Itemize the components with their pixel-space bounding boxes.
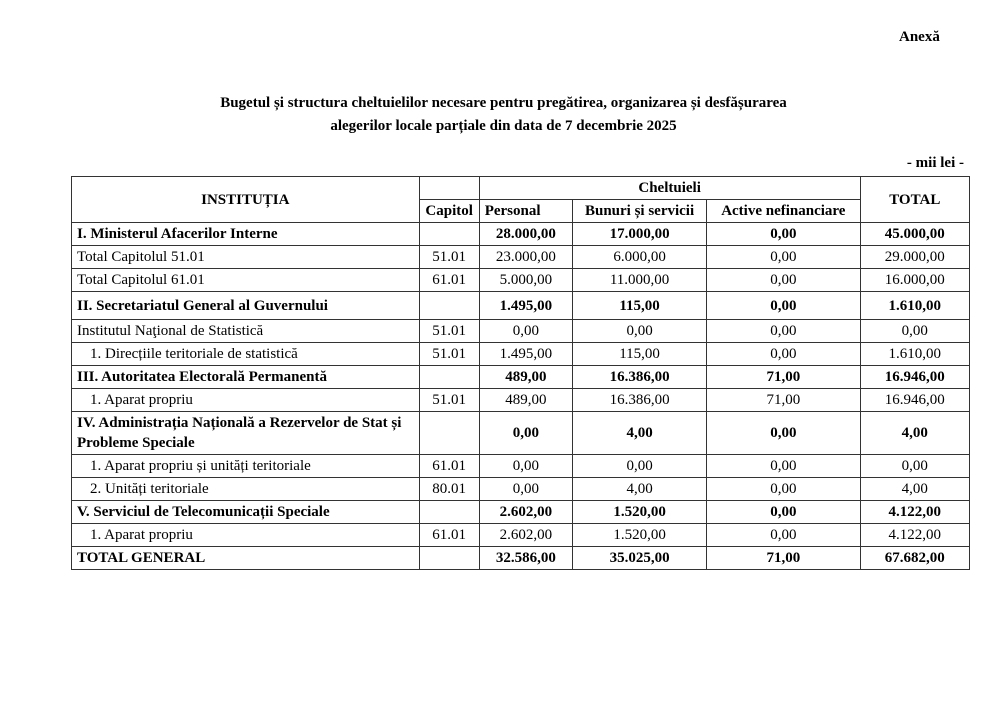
row-total: 16.946,00: [860, 389, 969, 412]
row-total: 4,00: [860, 412, 969, 455]
row-nonfinancial-assets: 71,00: [707, 389, 860, 412]
row-goods-services: 1.520,00: [573, 501, 707, 524]
row-total: 1.610,00: [860, 292, 969, 320]
header-nonfinancial-assets: Active nefinanciare: [707, 200, 860, 223]
table-row: [72, 547, 970, 570]
row-nonfinancial-assets: 0,00: [707, 292, 860, 320]
row-total: 45.000,00: [860, 223, 969, 246]
row-name: Total Capitolul 61.01: [72, 269, 420, 292]
row-name: V. Serviciul de Telecomunicații Speciale: [72, 501, 420, 524]
row-goods-services: 17.000,00: [573, 223, 707, 246]
row-name: 1. Direcțiile teritoriale de statistică: [72, 343, 420, 366]
table-row: [72, 455, 970, 478]
row-personnel: 0,00: [479, 320, 572, 343]
table-body: [72, 223, 970, 570]
row-chapter: 51.01: [419, 320, 479, 343]
row-name: IV. Administrația Națională a Rezervelor de Stat și Probleme Speciale: [72, 412, 420, 455]
row-name: II. Secretariatul General al Guvernului: [72, 292, 420, 320]
row-goods-services: 4,00: [573, 412, 707, 455]
row-total: 16.946,00: [860, 366, 969, 389]
row-total: 4.122,00: [860, 501, 969, 524]
row-chapter: 51.01: [419, 343, 479, 366]
row-nonfinancial-assets: 0,00: [707, 412, 860, 455]
row-chapter: 61.01: [419, 455, 479, 478]
table-row: [72, 501, 970, 524]
table-row: [72, 343, 970, 366]
row-nonfinancial-assets: 71,00: [707, 366, 860, 389]
row-personnel: 32.586,00: [479, 547, 572, 570]
document-title: [0, 92, 1007, 138]
row-personnel: 1.495,00: [479, 343, 572, 366]
table-row: [72, 389, 970, 412]
row-nonfinancial-assets: 0,00: [707, 269, 860, 292]
header-expenses-group: Cheltuieli: [479, 177, 860, 200]
table-row: [72, 478, 970, 501]
row-name: 2. Unități teritoriale: [72, 478, 420, 501]
row-chapter: [419, 292, 479, 320]
row-personnel: 28.000,00: [479, 223, 572, 246]
row-nonfinancial-assets: 0,00: [707, 478, 860, 501]
row-name: Total Capitolul 51.01: [72, 246, 420, 269]
row-personnel: 2.602,00: [479, 524, 572, 547]
row-personnel: 23.000,00: [479, 246, 572, 269]
row-chapter: 61.01: [419, 524, 479, 547]
row-total: 4,00: [860, 478, 969, 501]
header-goods-services: Bunuri și servicii: [573, 200, 707, 223]
row-goods-services: 6.000,00: [573, 246, 707, 269]
table-row: [72, 223, 970, 246]
row-chapter: [419, 547, 479, 570]
row-name: TOTAL GENERAL: [72, 547, 420, 570]
row-nonfinancial-assets: 71,00: [707, 547, 860, 570]
row-personnel: 1.495,00: [479, 292, 572, 320]
header-personnel: Personal: [479, 200, 572, 223]
table-row: [72, 366, 970, 389]
title-line-1: Bugetul și structura cheltuielilor necesare pentru pregătirea, organizarea și desfășurarea: [220, 95, 787, 111]
row-nonfinancial-assets: 0,00: [707, 501, 860, 524]
row-total: 67.682,00: [860, 547, 969, 570]
row-name: III. Autoritatea Electorală Permanentă: [72, 366, 420, 389]
table-row: [72, 269, 970, 292]
row-name: 1. Aparat propriu: [72, 389, 420, 412]
header-chapter: Capitol: [419, 200, 479, 223]
row-chapter: [419, 412, 479, 455]
row-goods-services: 115,00: [573, 292, 707, 320]
table-row: [72, 320, 970, 343]
row-nonfinancial-assets: 0,00: [707, 246, 860, 269]
row-personnel: 0,00: [479, 455, 572, 478]
row-personnel: 2.602,00: [479, 501, 572, 524]
row-chapter: 80.01: [419, 478, 479, 501]
unit-label: - mii lei -: [906, 155, 964, 171]
row-chapter: [419, 366, 479, 389]
row-goods-services: 16.386,00: [573, 389, 707, 412]
row-goods-services: 4,00: [573, 478, 707, 501]
row-chapter: 61.01: [419, 269, 479, 292]
row-total: 0,00: [860, 455, 969, 478]
header-total: TOTAL: [860, 177, 969, 223]
row-total: 1.610,00: [860, 343, 969, 366]
row-goods-services: 1.520,00: [573, 524, 707, 547]
header-chapter-top: [419, 177, 479, 200]
table-row: [72, 292, 970, 320]
row-nonfinancial-assets: 0,00: [707, 343, 860, 366]
row-name: 1. Aparat propriu: [72, 524, 420, 547]
row-nonfinancial-assets: 0,00: [707, 223, 860, 246]
row-goods-services: 35.025,00: [573, 547, 707, 570]
title-line-2: alegerilor locale parțiale din data de 7 decembrie 2025: [330, 118, 677, 134]
row-personnel: 5.000,00: [479, 269, 572, 292]
row-personnel: 489,00: [479, 389, 572, 412]
table-row: [72, 246, 970, 269]
header-institution: INSTITUȚIA: [72, 177, 420, 223]
row-chapter: [419, 223, 479, 246]
row-total: 0,00: [860, 320, 969, 343]
row-personnel: 0,00: [479, 478, 572, 501]
table-row: [72, 524, 970, 547]
row-personnel: 0,00: [479, 412, 572, 455]
row-goods-services: 0,00: [573, 320, 707, 343]
row-goods-services: 11.000,00: [573, 269, 707, 292]
row-nonfinancial-assets: 0,00: [707, 524, 860, 547]
row-total: 16.000,00: [860, 269, 969, 292]
row-nonfinancial-assets: 0,00: [707, 455, 860, 478]
row-name: 1. Aparat propriu și unități teritoriale: [72, 455, 420, 478]
annex-label: Anexă: [899, 29, 940, 45]
row-personnel: 489,00: [479, 366, 572, 389]
row-name: Institutul Naţional de Statistică: [72, 320, 420, 343]
row-goods-services: 115,00: [573, 343, 707, 366]
row-chapter: 51.01: [419, 389, 479, 412]
row-total: 29.000,00: [860, 246, 969, 269]
row-name: I. Ministerul Afacerilor Interne: [72, 223, 420, 246]
row-goods-services: 0,00: [573, 455, 707, 478]
row-chapter: [419, 501, 479, 524]
row-goods-services: 16.386,00: [573, 366, 707, 389]
table-row: [72, 412, 970, 455]
budget-table: [71, 176, 970, 570]
row-total: 4.122,00: [860, 524, 969, 547]
row-chapter: 51.01: [419, 246, 479, 269]
row-nonfinancial-assets: 0,00: [707, 320, 860, 343]
